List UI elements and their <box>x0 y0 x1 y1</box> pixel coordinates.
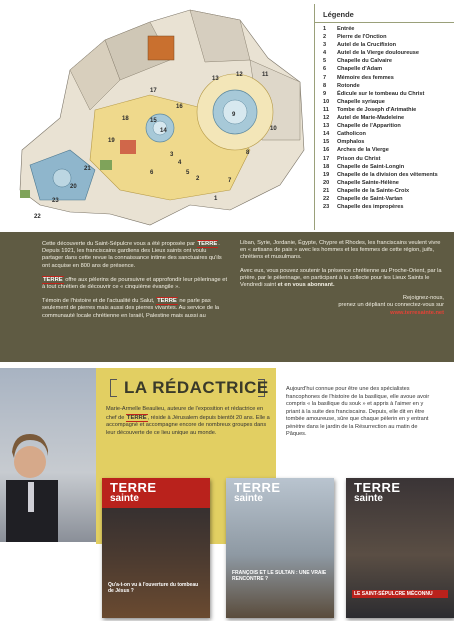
legend-label: Catholicon <box>337 131 366 138</box>
legend-item <box>315 98 454 106</box>
legend-divider <box>315 22 454 23</box>
map-label: 14 <box>160 128 167 134</box>
legend-item <box>315 74 454 82</box>
map-label: 1 <box>214 196 218 202</box>
band-text-bold: et en vous abonnant. <box>277 282 335 289</box>
map-label: 4 <box>178 160 182 166</box>
map-label: 2 <box>196 176 200 182</box>
legend-label: Chapelle de la division des vêtements <box>337 171 438 178</box>
map-label: 11 <box>262 72 269 78</box>
legend-number: 11 <box>323 106 329 113</box>
legend-item <box>315 114 454 122</box>
cover-logo-line-2: sainte <box>110 493 139 504</box>
band-text: Rejoignez-nous, <box>402 295 444 302</box>
legend-item <box>315 25 454 33</box>
legend-panel <box>314 4 454 230</box>
author-figure <box>6 420 58 542</box>
logo-text: TERRE <box>157 298 177 305</box>
legend-label: Entrée <box>337 26 355 32</box>
legend-item <box>315 122 454 130</box>
cover-logo-line-2: sainte <box>234 493 263 504</box>
band-left-paragraph-1 <box>42 240 228 270</box>
band-left-paragraph-3 <box>42 297 228 320</box>
website-link[interactable]: www.terresainte.net <box>390 309 444 316</box>
band-right-column <box>240 240 444 317</box>
map-label: 5 <box>186 170 190 176</box>
legend-item <box>315 41 454 49</box>
cover-caption: FRANÇOIS ET LE SULTAN : UNE VRAIE RENCONTRE ? <box>232 570 327 582</box>
legend-number: 15 <box>323 139 330 146</box>
bio-text: , réside à Jérusalem depuis bientôt 20 ans. Elle a accompagné et accompagne encore de nombreux groupes dans leur découverte de ce lieu unique au monde. <box>106 414 270 436</box>
legend-label: Chapelle de la Sainte-Croix <box>337 187 410 194</box>
legend-item <box>315 163 454 171</box>
band-text: prenez un dépliant ou connectez-vous sur <box>338 302 444 309</box>
band-text: offre aux pèlerins de poursuivre et approfondir leur pèlerinage et à tout chrétien de découvrir ce « cinquième évangile ». <box>42 276 228 291</box>
legend-item <box>315 146 454 154</box>
cover-logo <box>234 482 281 504</box>
map-label: 15 <box>150 118 157 124</box>
legend-number: 13 <box>323 123 330 130</box>
cover-logo <box>110 482 157 504</box>
redactrice-title: LA RÉDACTRICE <box>124 378 269 397</box>
cover-logo-line-1: TERRE <box>354 480 401 495</box>
legend-number: 3 <box>323 42 327 49</box>
legend-label: Chapelle de Saint-Longin <box>337 163 405 170</box>
legend-number: 1 <box>323 26 327 32</box>
magazine-cover[interactable] <box>346 478 454 618</box>
legend-label: Chapelle d'Adam <box>337 66 383 73</box>
legend-number: 6 <box>323 66 327 73</box>
redactrice-bio-1 <box>106 406 274 437</box>
map-label: 8 <box>246 150 250 156</box>
legend-number: 4 <box>323 50 327 57</box>
legend-item <box>315 57 454 65</box>
band-text: . Depuis 1921, les franciscains gardiens des Lieux saints ont voulu partager dans cette revue la connaissance intime des sanctuaires qu'ils ont acquise en 800 ans de présence. <box>42 241 222 269</box>
cover-logo-line-1: TERRE <box>110 480 157 495</box>
legend-number: 8 <box>323 82 327 89</box>
legend-number: 21 <box>323 187 330 194</box>
map-label: 17 <box>150 88 157 94</box>
legend-number: 12 <box>323 115 330 122</box>
map-label: 9 <box>232 112 236 118</box>
map-label: 16 <box>176 104 183 110</box>
logo-text: TERRE <box>126 414 147 421</box>
legend-item <box>315 82 454 90</box>
band-right-paragraph-2 <box>240 268 444 290</box>
map-label: 22 <box>34 214 41 220</box>
bio-text: Marie-Armelle Beaulieu, auteure de l'exposition et rédactrice en chef de <box>106 406 264 421</box>
legend-label: Pierre de l'Onction <box>337 34 387 41</box>
legend-label: Omphalos <box>337 139 365 146</box>
legend-item <box>315 138 454 146</box>
map-label: 21 <box>84 166 91 172</box>
title-bracket-left <box>110 379 117 397</box>
cover-caption: LE SAINT-SÉPULCRE MÉCONNU <box>352 590 448 598</box>
legend-label: Chapelle Sainte-Hélène <box>337 179 399 186</box>
legend-label: Autel de la Crucifixion <box>337 42 397 49</box>
legend-number: 2 <box>323 34 327 41</box>
legend-item <box>315 49 454 57</box>
map-label: 3 <box>170 152 174 158</box>
legend-label: Chapelle de Saint-Vartan <box>337 195 403 202</box>
legend-label: Chapelle du Calvaire <box>337 58 393 65</box>
legend-item <box>315 195 454 203</box>
legend-number: 17 <box>323 155 330 162</box>
logo-text: TERRE <box>43 276 63 283</box>
cover-logo-line-2: sainte <box>354 493 383 504</box>
legend-number: 9 <box>323 90 327 97</box>
redactrice-bio-2: Aujourd'hui connue pour être une des spécialistes francophones de l'histoire de la basilique, elle avoue avoir compris « la basilique du souk » et appris à l'aimer en y priant à la suite des franciscains. Depuis, elle dit en être tombée amoureuse, sûre que chaque pèlerin en y entrant pénètre dans le jardin de la Résurrection au matin de Pâques. <box>286 386 430 437</box>
legend-number: 23 <box>323 204 330 211</box>
legend-label: Autel de Marie-Madeleine <box>337 115 405 122</box>
legend-number: 5 <box>323 58 327 65</box>
legend-number: 10 <box>323 98 330 105</box>
legend-number: 20 <box>323 179 330 186</box>
map-label: 18 <box>122 116 129 122</box>
legend-label: Chapelle de l'Apparition <box>337 123 401 130</box>
legend-item <box>315 171 454 179</box>
legend-label: Autel de la Vierge douloureuse <box>337 50 419 57</box>
terre-sainte-logo <box>197 240 219 248</box>
legend-number: 16 <box>323 147 330 154</box>
legend-item <box>315 33 454 41</box>
legend-label: Rotonde <box>337 82 360 89</box>
legend-label: Chapelle des impropères <box>337 204 404 211</box>
legend-item <box>315 179 454 187</box>
legend-title: Légende <box>323 10 354 19</box>
terre-sainte-logo <box>126 414 148 422</box>
legend-label: Prison du Christ <box>337 155 381 162</box>
legend-item <box>315 90 454 98</box>
legend-label: Édicule sur le tombeau du Christ <box>337 90 425 97</box>
band-text: Cette découverte du Saint-Sépulcre vous a été proposée par <box>42 241 196 247</box>
map-label: 12 <box>236 72 243 78</box>
map-label: 20 <box>70 184 77 190</box>
legend-list <box>315 25 454 211</box>
band-right-paragraph-1: Liban, Syrie, Jordanie, Égypte, Chypre et Rhodes, les franciscains veulent vivre en « artisans de paix » avec les hommes et les femmes de cette région, juifs, chrétiens et musulmans. <box>240 240 441 261</box>
legend-item <box>315 155 454 163</box>
map-label: 7 <box>228 178 232 184</box>
band-text: Témoin de l'histoire et de l'actualité du Salut, <box>42 298 155 305</box>
legend-item <box>315 203 454 211</box>
band-left-paragraph-2 <box>42 276 228 291</box>
legend-number: 14 <box>323 131 330 138</box>
magazine-cover[interactable] <box>226 478 334 618</box>
terre-sainte-logo <box>42 276 64 284</box>
cover-caption: Qu'a-t-on vu à l'ouverture du tombeau de Jésus ? <box>108 582 199 594</box>
band-right-paragraph-3 <box>240 295 444 317</box>
cover-logo-line-1: TERRE <box>234 480 281 495</box>
legend-item <box>315 130 454 138</box>
band-text: ne parle pas seulement de pierres mais aussi des pierres vivantes. Au service de la communauté locale chrétienne en Israël, Palestine mais aussi au <box>42 298 220 319</box>
legend-label: Mémoire des femmes <box>337 74 394 81</box>
terre-sainte-logo <box>156 297 178 305</box>
legend-number: 7 <box>323 74 327 81</box>
map-label: 6 <box>150 170 154 176</box>
legend-number: 22 <box>323 195 330 202</box>
legend-item <box>315 65 454 73</box>
legend-item <box>315 106 454 114</box>
map-label: 23 <box>52 198 59 204</box>
cover-logo <box>354 482 401 504</box>
basilica-floor-plan <box>0 0 318 232</box>
legend-number: 18 <box>323 163 330 170</box>
band-text: Avec eux, vous pouvez soutenir la présence chrétienne au Proche-Orient, par la prière, par le pèlerinage, en participant à la collecte pour les Lieux Saints le Vendredi saint <box>240 267 442 289</box>
logo-text: TERRE <box>197 241 218 247</box>
legend-label: Arches de la Vierge <box>337 147 389 154</box>
legend-label: Chapelle syriaque <box>337 98 385 105</box>
legend-number: 19 <box>323 171 330 178</box>
map-label: 13 <box>212 76 219 82</box>
map-label: 19 <box>108 138 115 144</box>
band-left-column <box>42 240 228 326</box>
legend-label: Tombe de Joseph d'Arimathie <box>337 106 417 113</box>
magazine-cover[interactable] <box>102 478 210 618</box>
map-label: 10 <box>270 126 277 132</box>
legend-item <box>315 187 454 195</box>
